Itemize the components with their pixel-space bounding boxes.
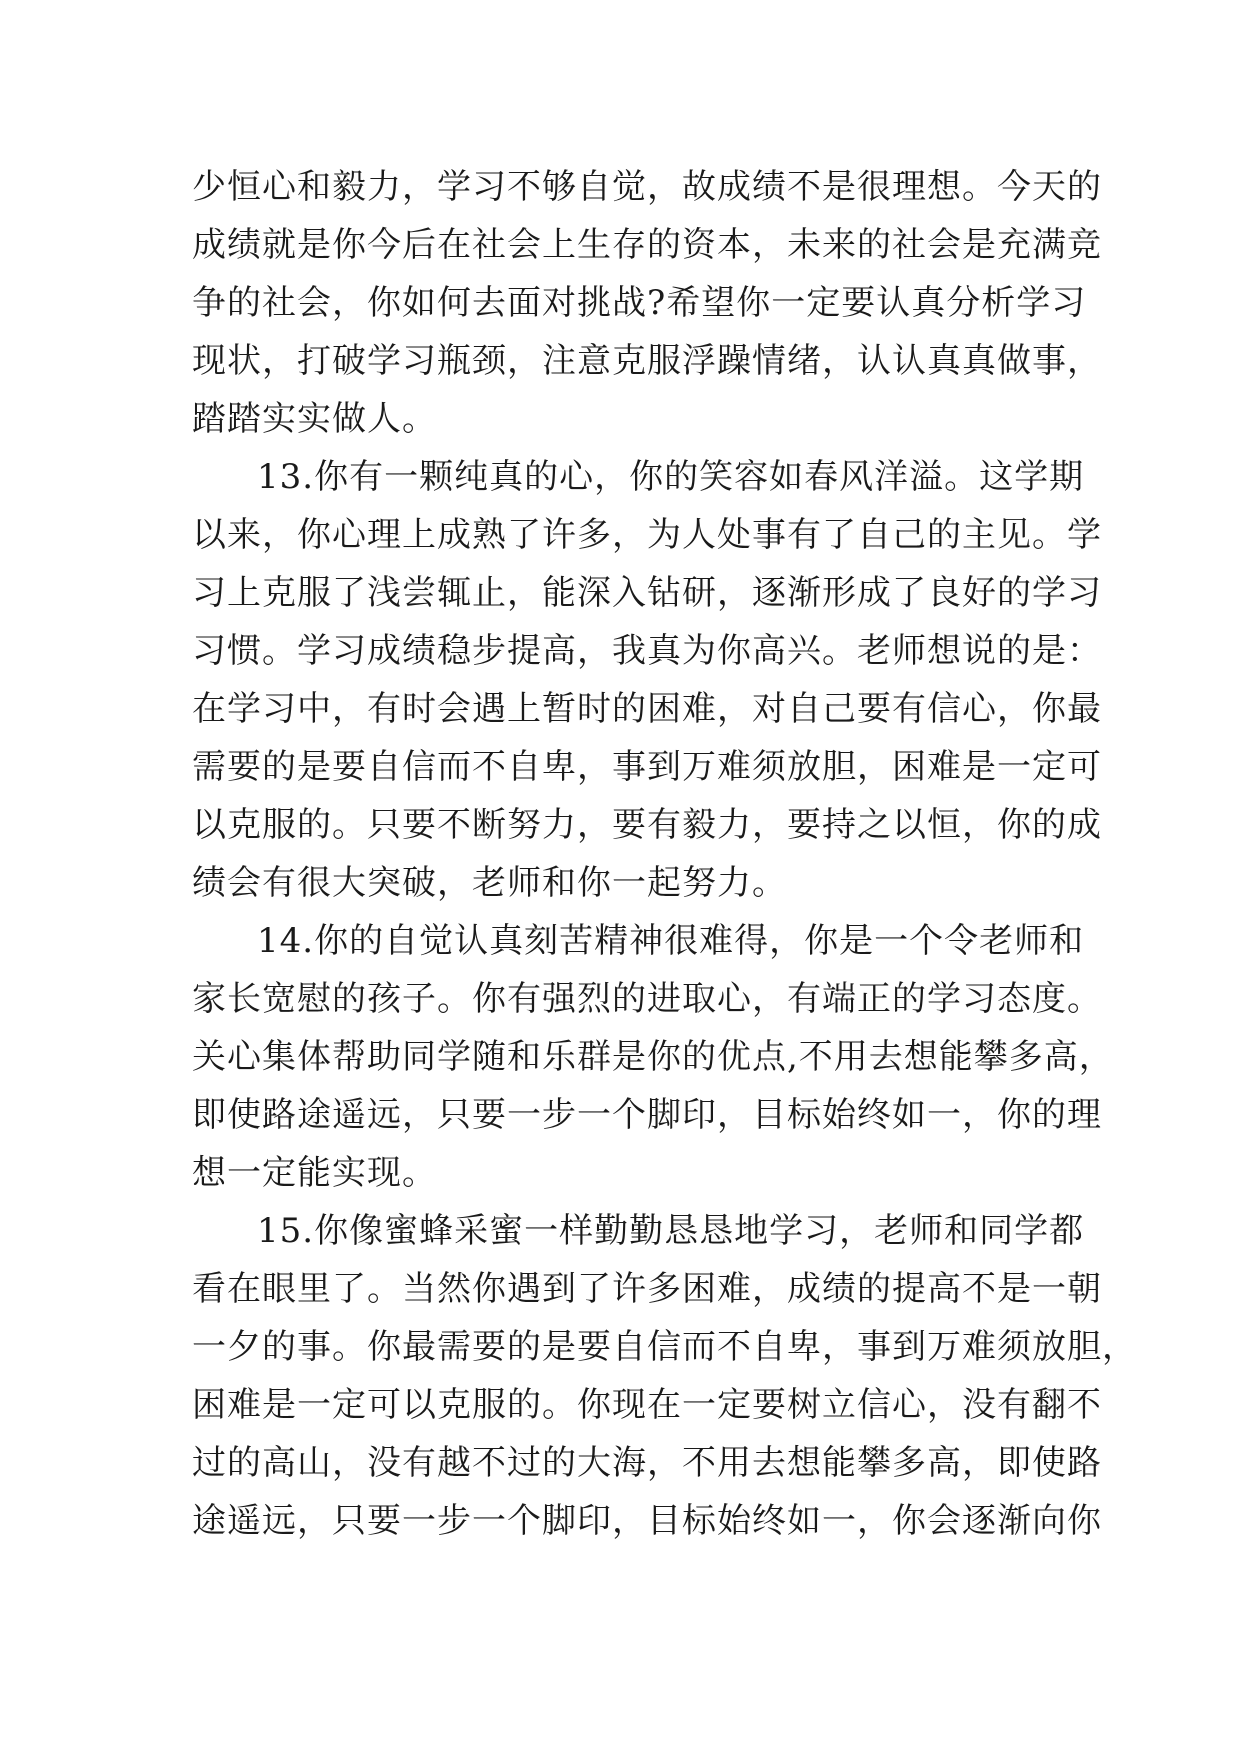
paragraph-13-line-1: 13.你有一颗纯真的心，你的笑容如春风洋溢。这学期 (257, 457, 1085, 497)
paragraph-1-line-5: 踏踏实实做人。 (192, 399, 437, 439)
paragraph-1-line-4: 现状，打破学习瓶颈，注意克服浮躁情绪，认认真真做事， (192, 341, 1102, 381)
paragraph-13-line-7: 以克服的。只要不断努力，要有毅力，要持之以恒，你的成 (192, 805, 1102, 845)
paragraph-14-line-5: 想一定能实现。 (192, 1153, 437, 1193)
paragraph-13-line-2: 以来，你心理上成熟了许多，为人处事有了自己的主见。学 (192, 515, 1102, 555)
paragraph-15-line-3: 一夕的事。你最需要的是要自信而不自卑，事到万难须放胆， (192, 1327, 1137, 1367)
paragraph-15-line-1: 15.你像蜜蜂采蜜一样勤勤恳恳地学习，老师和同学都 (257, 1211, 1085, 1251)
paragraph-15-line-5: 过的高山，没有越不过的大海，不用去想能攀多高，即使路 (192, 1443, 1102, 1483)
paragraph-14-line-2: 家长宽慰的孩子。你有强烈的进取心，有端正的学习态度。 (192, 979, 1102, 1019)
paragraph-13-line-3: 习上克服了浅尝辄止，能深入钻研，逐渐形成了良好的学习 (192, 573, 1102, 613)
paragraph-1-line-1: 少恒心和毅力，学习不够自觉，故成绩不是很理想。今天的 (192, 167, 1102, 207)
paragraph-15-line-6: 途遥远，只要一步一个脚印，目标始终如一，你会逐渐向你 (192, 1501, 1102, 1541)
document-body (192, 158, 1137, 1550)
paragraph-14-line-1: 14.你的自觉认真刻苦精神很难得，你是一个令老师和 (257, 921, 1085, 961)
paragraph-13-line-5: 在学习中，有时会遇上暂时的困难，对自己要有信心，你最 (192, 689, 1102, 729)
paragraph-1-line-3: 争的社会，你如何去面对挑战?希望你一定要认真分析学习 (192, 283, 1087, 323)
paragraph-14-line-4: 即使路途遥远，只要一步一个脚印，目标始终如一，你的理 (192, 1095, 1102, 1135)
paragraph-15-line-4: 困难是一定可以克服的。你现在一定要树立信心，没有翻不 (192, 1385, 1102, 1425)
paragraph-14-line-3: 关心集体帮助同学随和乐群是你的优点,不用去想能攀多高， (192, 1037, 1114, 1077)
paragraph-13-line-4: 习惯。学习成绩稳步提高，我真为你高兴。老师想说的是： (192, 631, 1102, 671)
paragraph-13-line-8: 绩会有很大突破，老师和你一起努力。 (192, 863, 787, 903)
paragraph-13-line-6: 需要的是要自信而不自卑，事到万难须放胆，困难是一定可 (192, 747, 1102, 787)
paragraph-1-line-2: 成绩就是你今后在社会上生存的资本，未来的社会是充满竞 (192, 225, 1102, 265)
paragraph-15-line-2: 看在眼里了。当然你遇到了许多困难，成绩的提高不是一朝 (192, 1269, 1102, 1309)
